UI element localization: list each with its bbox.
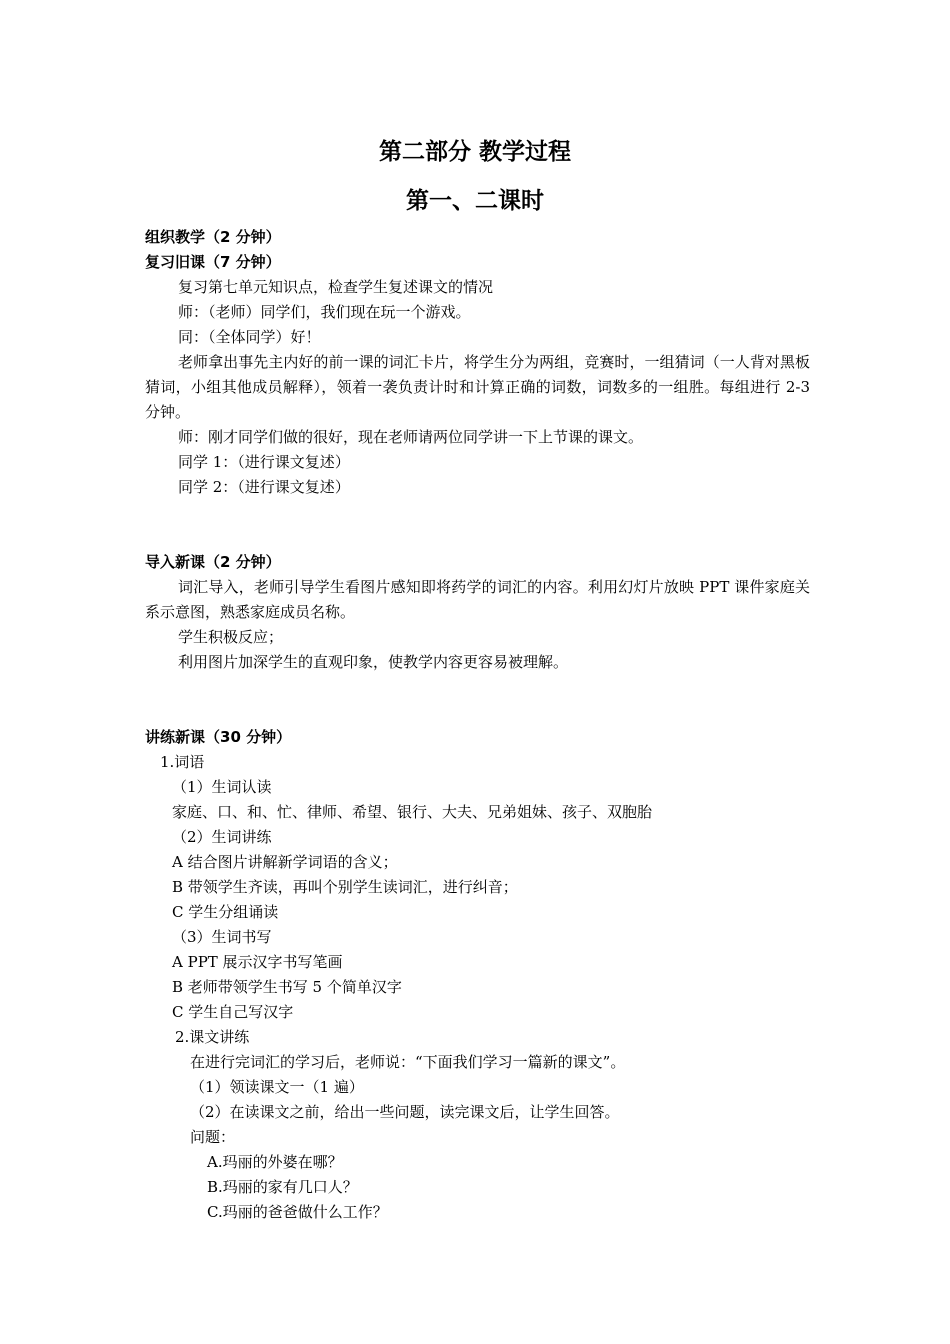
section-heading-intro: 导入新课（2 分钟） — [145, 553, 281, 571]
list-item: （3）生词书写 — [172, 928, 272, 946]
part-title: 第二部分 教学过程 — [378, 139, 571, 165]
list-item: 2.课文讲练 — [175, 1028, 250, 1046]
list-item: C 学生自己写汉字 — [172, 1003, 294, 1021]
list-item: C 学生分组诵读 — [172, 903, 279, 921]
list-item: （1）生词认读 — [172, 778, 272, 796]
list-item: A 结合图片讲解新学词语的含义； — [172, 853, 398, 871]
list-item: （2）在读课文之前，给出一些问题，读完课文后，让学生回答。 — [190, 1103, 620, 1121]
paragraph: 老师拿出事先主内好的前一课的词汇卡片，将学生分为两组，竞赛时，一组猜词（一人背对黑板猜词，小组其他成员解释），领着一袭负责计时和计算正确的词数，词数多的一组胜。每组进行 2-3 分钟。 — [145, 353, 810, 421]
spacer — [145, 675, 810, 725]
list-item: 问题： — [190, 1128, 236, 1146]
section-heading-organize: 组织教学（2 分钟） — [145, 228, 281, 246]
paragraph: 师：刚才同学们做的很好，现在老师请两位同学讲一下上节课的课文。 — [178, 428, 644, 446]
paragraph: 利用图片加深学生的直观印象，使教学内容更容易被理解。 — [178, 653, 569, 671]
list-item: A PPT 展示汉字书写笔画 — [172, 953, 343, 971]
list-item: （2）生词讲练 — [172, 828, 272, 846]
list-item: 1.词语 — [160, 753, 205, 771]
spacer — [145, 500, 810, 550]
list-item: B 带领学生齐读，再叫个别学生读词汇，进行纠音； — [172, 878, 518, 896]
paragraph: 学生积极反应； — [178, 628, 284, 646]
list-item: 在进行完词汇的学习后，老师说：“下面我们学习一篇新的课文”。 — [190, 1053, 626, 1071]
list-item: A.玛丽的外婆在哪？ — [207, 1153, 343, 1171]
paragraph: 同学 2：（进行课文复述） — [178, 478, 350, 496]
section-heading-review: 复习旧课（7 分钟） — [145, 253, 281, 271]
lesson-title: 第一、二课时 — [406, 188, 544, 214]
list-item: 家庭、口、和、忙、律师、希望、银行、大夫、兄弟姐妹、孩子、双胞胎 — [172, 803, 653, 821]
paragraph: 复习第七单元知识点，检查学生复述课文的情况 — [178, 278, 494, 296]
paragraph: 词汇导入，老师引导学生看图片感知即将药学的词汇的内容。利用幻灯片放映 PPT 课件家庭关系示意图，熟悉家庭成员名称。 — [145, 578, 810, 621]
section-heading-practice: 讲练新课（30 分钟） — [145, 728, 292, 746]
list-item: B.玛丽的家有几口人？ — [207, 1178, 358, 1196]
paragraph: 同：（全体同学）好！ — [178, 328, 321, 346]
list-item: （1）领读课文一（1 遍） — [190, 1078, 364, 1096]
document-body — [145, 225, 810, 1225]
paragraph: 同学 1：（进行课文复述） — [178, 453, 350, 471]
paragraph: 师：（老师）同学们，我们现在玩一个游戏。 — [178, 303, 471, 321]
list-item: B 老师带领学生书写 5 个简单汉字 — [172, 978, 402, 996]
list-item: C.玛丽的爸爸做什么工作？ — [207, 1203, 388, 1221]
